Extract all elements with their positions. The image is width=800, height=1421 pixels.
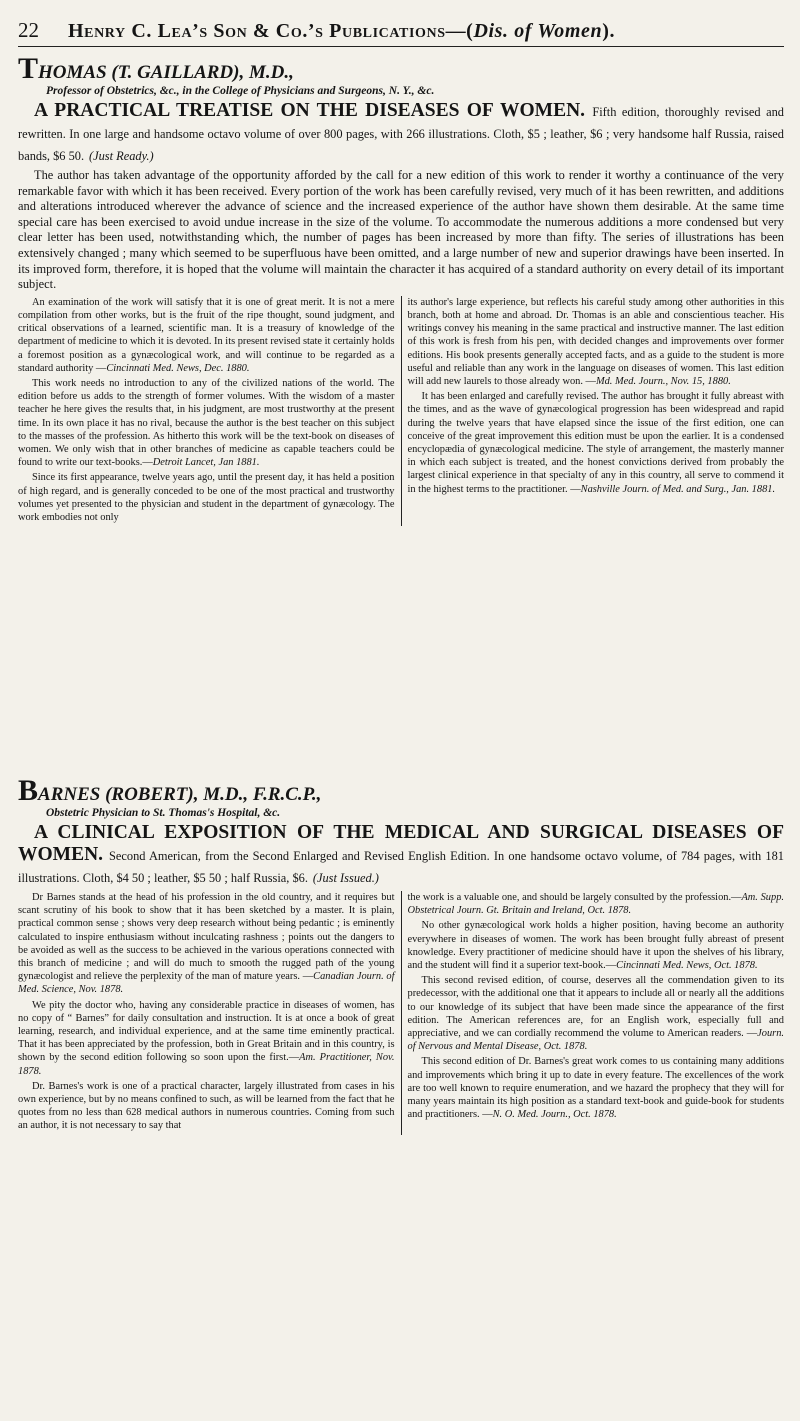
reviews-right-column [402,296,785,526]
reviews-left-column [18,296,402,526]
review-quote: Dr Barnes stands at the head of his profession in the old country, and it requires but scant scrutiny of his book to show that it has been sketched by a master. It is plain, practical common sense ; shows very deep research without being pedantic ; is eminently calculated to inspire enthusiasm without inculcating rashness ; points out the dangers to be avoided as well as the success to be achieved in the various operations connected with this branch of medicine ; and will do much to smooth the rugged path of the young gynæcologist and relieve the perplexity of the man of mature years. —Canadian Journ. of Med. Science, Nov. 1878. [18,892,395,996]
section-title: Dis. of Women [473,20,603,42]
review-quote: An examination of the work will satisfy that it is one of great merit. It is not a mere compilation from other works, but is the fruit of the ripe thought, sound judgment, and critical observations of a learned, scientific man. It is a treasury of knowledge of the department of medicine to which it is devoted. In its present revised state it certainly holds a foremost position as a gynæcological work, and will continue to be regarded as a standard authority —Cincinnati Med. News, Dec. 1880. [18,296,395,374]
book-description: The author has taken advantage of the opportunity afforded by the call for a new edition of this work to render it worthy a continuance of the very remarkable favor with which it has been received. Every portion of the work has been carefully revised, very much of it has been rewritten, and additions and alterations introduced wherever the advance of science and the increased experience of the author have shown them desirable. At the same time special care has been exercised to avoid undue increase in the size of the volume. To accommodate the numerous additions a more condensed but very clear letter has been used, notwithstanding which, the number of pages has been increased by more than fifty. The series of illustrations has been extensively changed ; many which seemed to be superfluous have been omitted, and a large number of new and superior drawings have been inserted. In its improved form, therefore, it is hoped that the volume will maintain the character it has acquired of a standard authority on every detail of its important subject. [18,168,784,292]
reviews-right-column [402,891,785,1135]
reviews-left-column [18,891,402,1135]
availability: (Just Issued.) [312,871,379,885]
reviews [18,891,784,1135]
review-quote: This second revised edition, of course, deserves all the commendation given to its predecessor, with the additional one that it appears to include all or nearly all the additions to our knowledge of its subject that have been made since the appearance of the first edition. The American references are, for an English work, especially full and appreciative, and we can cordially recommend the volume to American readers. —Journ. of Nervous and Mental Disease, Oct. 1878. [407,975,784,1053]
review-quote: This work needs no introduction to any of the civilized nations of the world. The edition before us adds to the strength of former volumes. With the wisdom of a master teacher he here gives the results that, in his judgment, are most trustworthy at the present time. In its own place it has no rival, because the author is the best teacher on this subject to the masses of the profession. As hitherto this work will be the text-book on diseases of women. We only wish that in other branches of medicine as capable teachers could be found to write our text-books.—Detroit Lancet, Jan 1881. [18,377,395,469]
review-quote: It has been enlarged and carefully revised. The author has brought it fully abreast with the times, and as the wave of gynæcological progression has been widespread and rapid during the twelve years that have elapsed since the issue of the first edition, one can conceive of the great improvement this edition must be upon the earlier. It is a condensed encyclopædia of gynæcological medicine. The style of arrangement, the masterly manner in which each subject is treated, and the honest convictions derived from probably the largest clinical experience in that specialty of any in this country, all serve to commend it in the highest terms to the practitioner. —Nashville Journ. of Med. and Surg., Jan. 1881. [407,391,784,495]
review-quote: This second edition of Dr. Barnes's great work comes to us containing many additions and improvements which bring it up to date in every feature. The excellences of the work are too well known to require enumeration, and we hazard the prophecy that they will for many years maintain its high position as a standard text-book and guide-book for students and practitioners. —N. O. Med. Journ., Oct. 1878. [407,1056,784,1121]
review-quote: the work is a valuable one, and should be largely consulted by the profession.—Am. Supp. Obstetrical Journ. Gt. Britain and Ireland, Oct. 1878. [407,892,784,917]
review-quote: Since its first appearance, twelve years ago, until the present day, it has held a position of high regard, and is generally conceded to be one of the most practical and trustworthy volumes yet presented to the physician and student in the department of gynæcology. The work embodies not only [18,472,395,523]
availability: (Just Ready.) [88,149,154,163]
review-quote: Dr. Barnes's work is one of a practical character, largely illustrated from cases in his own experience, but by no means confined to such, as will be learned from the fact that he quotes from no less than 628 medical authors in numerous countries. Coming from such an author, it is not necessary to say that [18,1080,395,1132]
page-header [18,18,784,47]
author-affiliation: Obstetric Physician to St. Thomas's Hospital, &c. [46,807,281,819]
review-quote: No other gynæcological work holds a higher position, having become an authority everywhere in diseases of women. The work has been brought fully abreast of present knowledge. Every practitioner of medicine should have it upon the shelves of his library, and the student will find it a superior text-book.—Cincinnati Med. News, Oct. 1878. [407,920,784,972]
reviews [18,296,784,526]
author-affiliation: Professor of Obstetrics, &c., in the College of Physicians and Surgeons, N. Y., &c. [46,85,435,97]
edition-details: Fifth edition, thoroughly revised and rewritten. In one large and handsome octavo volume of over 800 pages, with 266 illustrations. Cloth, $5 ; leather, $6 ; very handsome half Russia, raised bands, $6 50. [18,105,784,163]
book-title: A CLINICAL EXPOSITION OF THE MEDICAL AND SURGICAL DISEASES OF WOMEN. Second American, from the Second Enlarged and Revised English Edition. In one handsome octavo volume, of 784 pages, with 181 illustrations. Cloth, $4 50 ; leather, $5 50 ; half Russia, $6. (Just Issued.) [18,822,784,885]
page-number: 22 [18,18,39,42]
book-title: A PRACTICAL TREATISE ON THE DISEASES OF WOMEN. Fifth edition, thoroughly revised and rewritten. In one large and handsome octavo volume of over 800 pages, with 266 illustrations. Cloth, $5 ; leather, $6 ; very handsome half Russia, raised bands, $6 50. (Just Ready.) [18,100,784,163]
book-entry-barnes [18,774,784,1135]
running-title: Henry C. Lea’s Son & Co.’s Publications—(Dis. of Women). [68,20,616,42]
review-quote: We pity the doctor who, having any considerable practice in diseases of women, has no copy of “ Barnes” for daily consultation and instruction. It is at once a book of great learning, research, and individual experience, and at the same time eminently practical. That it has been appreciated by the profession, both in Great Britain and in this country, is shown by the second edition following so soon upon the first.—Am. Practitioner, Nov. 1878. [18,999,395,1077]
book-entry-thomas [18,52,784,526]
author-name: THOMAS (T. GAILLARD), M.D., [18,52,294,85]
edition-details: Second American, from the Second Enlarged and Revised English Edition. In one handsome octavo volume, of 784 pages, with 181 illustrations. Cloth, $4 50 ; leather, $5 50 ; half Russia, $6. [18,849,784,885]
review-quote: its author's large experience, but reflects his careful study among other authorities in this branch, both at home and abroad. Dr. Thomas is an able and conscientious teacher. His writings convey his meaning in the same practical and instructive manner. The last edition of this work is fresh from his pen, with decided changes and improvements over former editions. His book presents generally accepted facts, and as a guide to the student is more useful and reliable than any work in the language on diseases of women. This last edition will add new laurels to those already won. —Md. Med. Journ., Nov. 15, 1880. [407,296,784,387]
author-name: BARNES (ROBERT), M.D., F.R.C.P., [18,774,322,807]
